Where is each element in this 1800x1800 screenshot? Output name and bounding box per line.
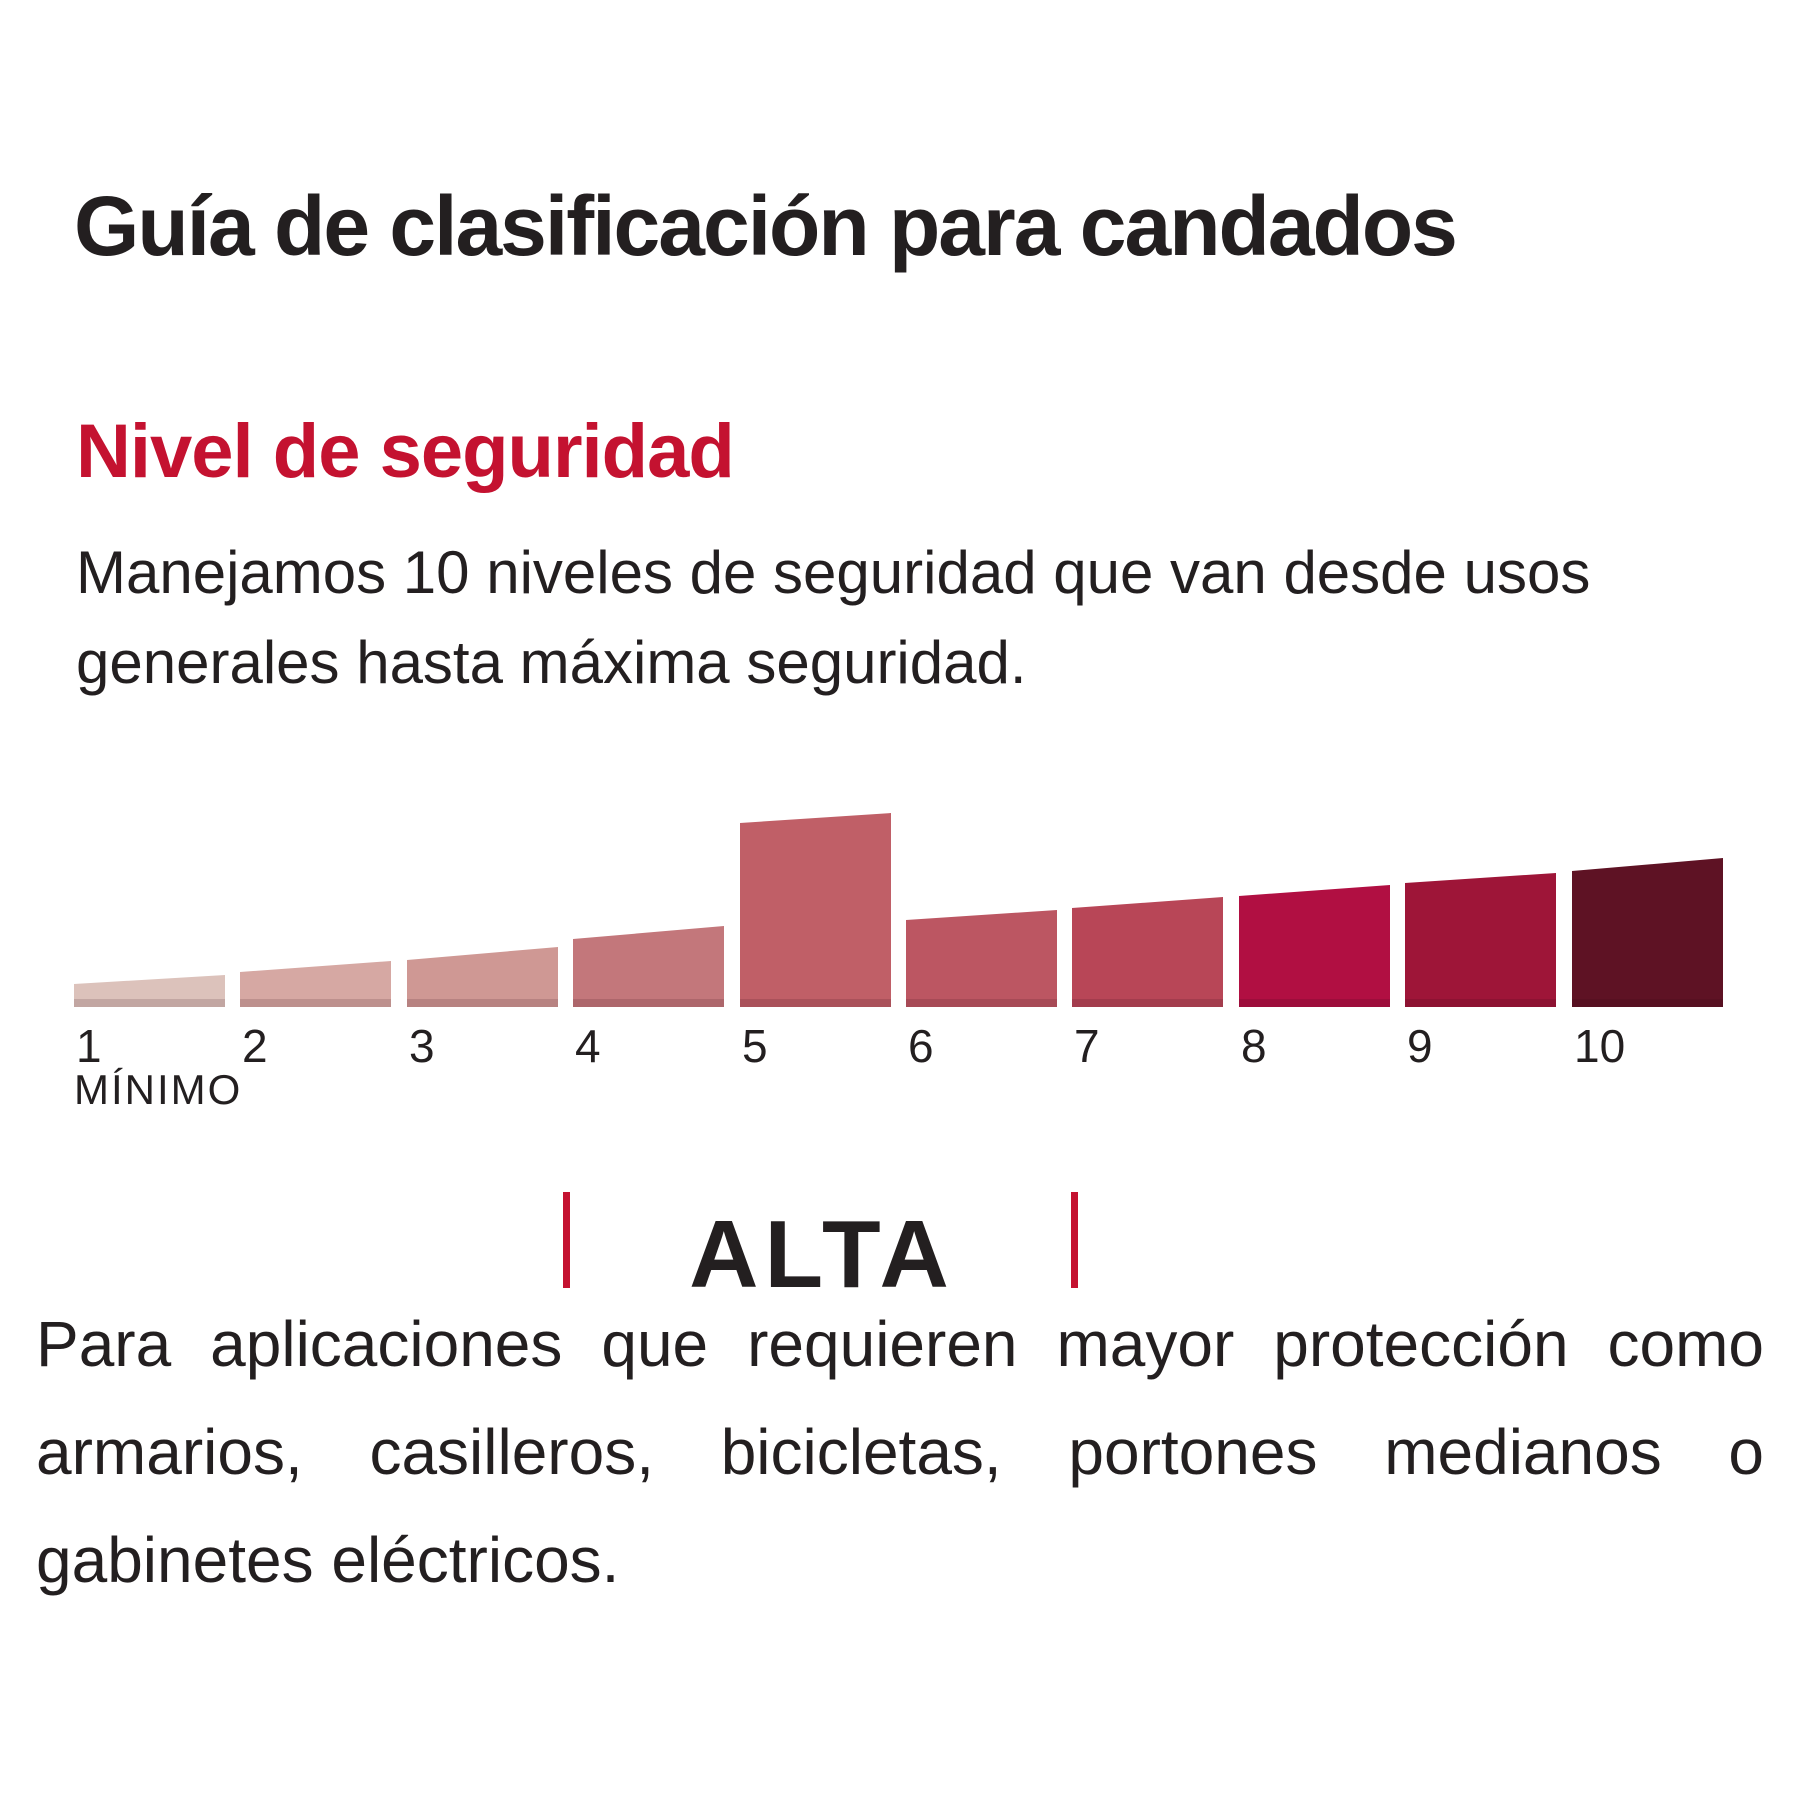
bar-level-7 (1072, 897, 1223, 1007)
bar-base-strip-5 (740, 999, 891, 1007)
intro-line-1: Manejamos 10 niveles de seguridad que van desde usos (76, 539, 1591, 606)
footer-line-1: Para aplicaciones que requieren mayor protección como (36, 1308, 1764, 1380)
bar-base-strip-10 (1572, 999, 1723, 1007)
axis-tick-7: 7 (1074, 1020, 1100, 1072)
axis-tick-9: 9 (1407, 1020, 1433, 1072)
footer-line-2: armarios, casilleros, bicicletas, portones medianos o (36, 1416, 1764, 1488)
bar-level-4 (573, 926, 724, 1007)
range-tick-right (1071, 1192, 1078, 1288)
bar-base-strip-6 (906, 999, 1057, 1007)
bar-base-strip-1 (74, 999, 225, 1007)
intro-line-2: generales hasta máxima seguridad. (76, 629, 1027, 696)
axis-tick-6: 6 (908, 1020, 934, 1072)
bar-level-5 (740, 813, 891, 1007)
footer-paragraph (36, 1290, 1764, 1614)
axis-tick-4: 4 (575, 1020, 601, 1072)
axis-tick-5: 5 (742, 1020, 768, 1072)
range-tick-left (563, 1192, 570, 1288)
bar-base-strip-9 (1405, 999, 1556, 1007)
bar-base-strip-4 (573, 999, 724, 1007)
bar-level-10 (1572, 858, 1723, 1007)
axis-tick-3: 3 (409, 1020, 435, 1072)
axis-tick-8: 8 (1241, 1020, 1267, 1072)
page-title: Guía de clasificación para candados (74, 179, 1456, 273)
bar-level-3 (407, 947, 558, 1007)
bar-base-strip-7 (1072, 999, 1223, 1007)
range-label-alta: ALTA (689, 1201, 955, 1308)
intro-text (76, 528, 1590, 708)
axis-tick-1: 1 (76, 1020, 102, 1072)
security-level-heading: Nivel de seguridad (76, 409, 734, 494)
bar-level-8 (1239, 885, 1390, 1007)
bar-base-strip-2 (240, 999, 391, 1007)
bar-base-strip-3 (407, 999, 558, 1007)
footer-line-3: gabinetes eléctricos. (36, 1524, 620, 1596)
bar-base-strip-8 (1239, 999, 1390, 1007)
axis-tick-10: 10 (1574, 1020, 1626, 1072)
axis-min-label: MÍNIMO (74, 1066, 243, 1113)
bar-level-9 (1405, 873, 1556, 1007)
bar-level-6 (906, 910, 1057, 1007)
security-level-bar-chart (0, 750, 1800, 1130)
axis-tick-2: 2 (242, 1020, 268, 1072)
